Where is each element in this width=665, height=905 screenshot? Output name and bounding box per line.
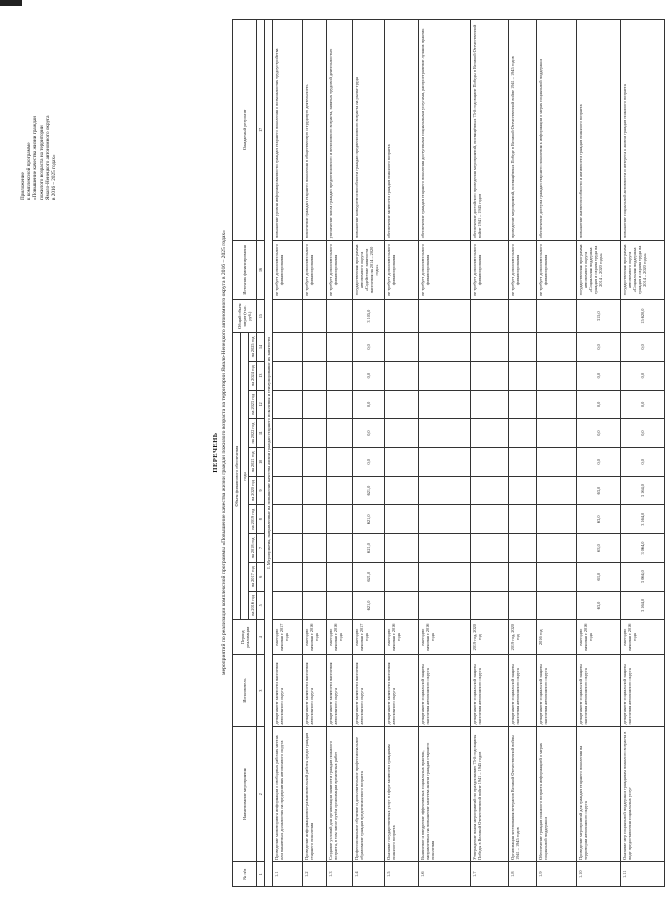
- header-cell: годы: [241, 333, 249, 620]
- executor: департамент занятости населения автономного округа: [353, 655, 385, 727]
- funding-source: не требует дополнительного финансирования: [419, 240, 471, 300]
- row-number: 1.2: [303, 862, 327, 887]
- year-header: на 2023 год: [249, 390, 257, 419]
- year-value: [471, 562, 509, 591]
- year-value: [327, 361, 353, 390]
- year-value: 0,0: [577, 333, 621, 362]
- year-value: [303, 419, 327, 448]
- year-value: [385, 505, 419, 534]
- funding-source: государственная программа автономного округа «Социальная поддержка граждан и охрана труда на 2014 – 2020 годы»: [621, 240, 665, 300]
- year-value: 63,0: [577, 476, 621, 505]
- executor: департамент социальной защиты населения автономного округа: [577, 655, 621, 727]
- total-value: [509, 300, 537, 333]
- year-value: [273, 562, 303, 591]
- year-value: [273, 333, 303, 362]
- total-value: [419, 300, 471, 333]
- year-header: на 2019 год: [249, 505, 257, 534]
- year-value: 621,0: [353, 591, 385, 620]
- measure-name: Проведение информационно-разъяснительной работы среди граждан старшего поколения: [303, 726, 327, 861]
- column-number: 17: [257, 20, 265, 241]
- column-number: 10: [257, 447, 265, 476]
- section-title: I. Мероприятия, направленные на повышение качества жизни граждан старшего поколения и стимулирование их занятости: [265, 20, 273, 887]
- period: 2016 год: [537, 620, 577, 655]
- funding-source: не требует дополнительного финансирования: [537, 240, 577, 300]
- year-value: [471, 419, 509, 448]
- expected-result: повышение уровня информированности граждан старшего поколения о возможностях трудоустройства: [273, 20, 303, 241]
- header-cell: Источник финансирования: [233, 240, 257, 300]
- total-value: [385, 300, 419, 333]
- year-value: 3 164,0: [621, 505, 665, 534]
- column-number: 13: [257, 361, 265, 390]
- year-value: [303, 333, 327, 362]
- column-number: 11: [257, 419, 265, 448]
- expected-result: вовлечение граждан старшего поколения в общественную и трудовую деятельность: [303, 20, 327, 241]
- year-value: [471, 476, 509, 505]
- year-value: 0,0: [353, 361, 385, 390]
- year-value: [327, 562, 353, 591]
- year-value: [537, 505, 577, 534]
- period: 2019 год, 2020 год: [471, 620, 509, 655]
- column-number: 1: [257, 862, 265, 887]
- period: ежегодно начиная с 2017 года: [273, 620, 303, 655]
- year-value: [327, 591, 353, 620]
- table-row: [303, 20, 327, 887]
- year-value: 0,0: [621, 419, 665, 448]
- column-number: 9: [257, 476, 265, 505]
- year-value: 63,0: [577, 562, 621, 591]
- executor: департамент занятости населения автономного округа: [385, 655, 419, 727]
- total-value: [303, 300, 327, 333]
- year-value: 0,0: [621, 333, 665, 362]
- year-value: 0,0: [621, 390, 665, 419]
- year-value: [327, 390, 353, 419]
- column-number: 14: [257, 333, 265, 362]
- year-value: [419, 505, 471, 534]
- row-number: 1.3: [327, 862, 353, 887]
- year-value: 3 064,0: [621, 534, 665, 563]
- measure-name: Оказание государственных услуг в сфере занятости гражданам пожилого возраста: [385, 726, 419, 861]
- year-value: [327, 333, 353, 362]
- year-value: [537, 534, 577, 563]
- year-value: 0,0: [353, 419, 385, 448]
- column-number: 12: [257, 390, 265, 419]
- measure-name: Создание условий для организации занятости граждан пожилого возраста, в том числе путём организации временных работ: [327, 726, 353, 861]
- measure-name: Организация чествования ветеранов Великой Отечественной войны 1941 – 1945 годов: [509, 726, 537, 861]
- year-value: [327, 505, 353, 534]
- year-value: [509, 361, 537, 390]
- year-value: [273, 390, 303, 419]
- year-value: [509, 534, 537, 563]
- year-value: [385, 419, 419, 448]
- year-value: [509, 390, 537, 419]
- year-value: [419, 333, 471, 362]
- measures-table: [232, 19, 665, 887]
- year-value: [273, 534, 303, 563]
- year-value: 3 164,0: [621, 591, 665, 620]
- year-value: 621,0: [353, 476, 385, 505]
- row-number: 1.9: [537, 862, 577, 887]
- year-value: [471, 447, 509, 476]
- funding-source: государственная программа автономного округа «Социальная поддержка граждан и охрана труда на 2014 – 2020 годы»: [577, 240, 621, 300]
- year-value: [509, 447, 537, 476]
- expected-result: обеспечение достойного проведения мероприятий, посвящённых 75-й годовщине Победы в Великой Отечественной войне 1941 – 1945 годов: [471, 20, 509, 241]
- measure-name: Выявление и внедрение эффективных социальных практик, направленных на повышение качества жизни граждан старшего поколения: [419, 726, 471, 861]
- period: ежегодно начиная с 2016 года: [577, 620, 621, 655]
- year-value: 621,0: [353, 534, 385, 563]
- executor: департамент занятости населения автономного округа: [273, 655, 303, 727]
- year-value: 0,0: [577, 447, 621, 476]
- year-value: 0,0: [577, 390, 621, 419]
- header-cell: Период реализации: [233, 620, 257, 655]
- total-value: [537, 300, 577, 333]
- year-value: [385, 562, 419, 591]
- year-header: на 2018 год: [249, 534, 257, 563]
- measure-name: Обеспечение граждан пожилого возраста информацией о мерах социальной поддержки: [537, 726, 577, 861]
- header-cell: Общий объем затрат (тыс. руб.): [233, 300, 257, 333]
- row-number: 1.11: [621, 862, 665, 887]
- year-value: [471, 534, 509, 563]
- table-row: [471, 20, 509, 887]
- header-cell: № п/п: [233, 862, 257, 887]
- year-value: 63,0: [577, 505, 621, 534]
- year-value: [419, 390, 471, 419]
- year-value: 0,0: [577, 361, 621, 390]
- year-value: 3 064,0: [621, 562, 665, 591]
- expected-result: обеспечение граждан старшего поколения доступными социальными услугами, распространение лучших практик: [419, 20, 471, 241]
- year-value: [327, 447, 353, 476]
- row-number: 1.1: [273, 862, 303, 887]
- period: ежегодно начиная с 2016 года: [621, 620, 665, 655]
- year-value: [537, 419, 577, 448]
- year-value: [471, 361, 509, 390]
- year-header: на 2017 год: [249, 562, 257, 591]
- year-value: [419, 562, 471, 591]
- expected-result: повышение социальной активности и интереса к жизни граждан пожилого возраста: [621, 20, 665, 241]
- table-row: [577, 20, 621, 887]
- period: ежегодно начиная с 2016 года: [327, 620, 353, 655]
- year-value: [303, 361, 327, 390]
- executor: департамент социальной защиты населения автономного округа: [621, 655, 665, 727]
- year-value: [509, 476, 537, 505]
- period: ежегодно начиная с 2016 года: [385, 620, 419, 655]
- year-value: [273, 591, 303, 620]
- year-value: [419, 591, 471, 620]
- approval-block: [20, 20, 57, 200]
- total-value: 315,0: [577, 300, 621, 333]
- funding-source: не требует дополнительного финансирования: [303, 240, 327, 300]
- approval-line: Ямало-Ненецкого автономного округа: [44, 115, 51, 200]
- year-value: [385, 534, 419, 563]
- table-row: [419, 20, 471, 887]
- table-row: [385, 20, 419, 887]
- column-number: 4: [257, 620, 265, 655]
- period: 2019 год, 2020 год: [509, 620, 537, 655]
- funding-source: не требует дополнительного финансирования: [327, 240, 353, 300]
- year-value: 0,0: [577, 419, 621, 448]
- year-value: [537, 591, 577, 620]
- column-number: 6: [257, 562, 265, 591]
- expected-result: увеличение числа граждан предпенсионного и пенсионного возраста, занятых трудовой деятельностью: [327, 20, 353, 241]
- year-value: [537, 361, 577, 390]
- column-number: 16: [257, 240, 265, 300]
- executor: департамент занятости населения автономного округа: [327, 655, 353, 727]
- year-header: на 2016 год: [249, 591, 257, 620]
- year-value: [303, 390, 327, 419]
- year-value: [537, 447, 577, 476]
- period: ежегодно начиная с 2016 года: [303, 620, 327, 655]
- section-row: [265, 20, 273, 887]
- year-header: на 2025 год: [249, 333, 257, 362]
- year-header: на 2024 год: [249, 361, 257, 390]
- year-value: 621,0: [353, 562, 385, 591]
- row-number: 1.4: [353, 862, 385, 887]
- row-number: 1.6: [419, 862, 471, 887]
- executor: департамент социальной защиты населения автономного округа: [419, 655, 471, 727]
- year-value: [385, 361, 419, 390]
- year-value: [537, 476, 577, 505]
- year-value: [471, 390, 509, 419]
- measure-name: Утверждение плана мероприятий по празднованию 75-й годовщины Победы в Великой Отечественной войне 1941 – 1945 годов: [471, 726, 509, 861]
- executor: департамент социальной защиты населения автономного округа: [537, 655, 577, 727]
- table-row: [537, 20, 577, 887]
- row-number: 1.7: [471, 862, 509, 887]
- year-value: [385, 447, 419, 476]
- table-row: [509, 20, 537, 887]
- year-value: [509, 562, 537, 591]
- year-value: 0,0: [353, 447, 385, 476]
- approval-line: к комплексной программе: [26, 142, 33, 200]
- document-subtitle: мероприятий по реализации комплексной программы «Повышение качества жизни граждан пожилого возраста на территории Ямало-Ненецкого автономного округа в 2016 – 2025 годах»: [221, 230, 227, 675]
- year-value: [327, 476, 353, 505]
- header-cell: Ожидаемый результат: [233, 20, 257, 241]
- year-value: 63,0: [577, 591, 621, 620]
- year-value: [419, 419, 471, 448]
- expected-result: повышение конкурентоспособности граждан предпенсионного возраста на рынке труда: [353, 20, 385, 241]
- year-value: [419, 447, 471, 476]
- approval-line: «Повышение качества жизни граждан: [32, 115, 39, 200]
- year-value: [273, 476, 303, 505]
- table-row: [327, 20, 353, 887]
- total-value: 15 620,0: [621, 300, 665, 333]
- measure-name: Профессиональное обучение и дополнительное профессиональное образование граждан предпенсионного возраста: [353, 726, 385, 861]
- total-value: [327, 300, 353, 333]
- column-number: 15: [257, 300, 265, 333]
- year-value: 0,0: [621, 361, 665, 390]
- year-value: [303, 591, 327, 620]
- measure-name: Оказание мер социальной поддержки гражданам пожилого возраста в виде предоставления социальных услуг: [621, 726, 665, 861]
- column-number-row: [257, 20, 265, 887]
- measure-name: Проведение мониторинга информации о свободных рабочих местах или вакантных должностях на предприятиях автономного округа: [273, 726, 303, 861]
- year-value: [509, 505, 537, 534]
- funding-source: не требует дополнительного финансирования: [273, 240, 303, 300]
- expected-result: обеспечение занятости граждан пожилого возраста: [385, 20, 419, 241]
- total-value: [273, 300, 303, 333]
- period: ежегодно начиная с 2016 года: [419, 620, 471, 655]
- period: ежегодно начиная с 2017 года: [353, 620, 385, 655]
- year-value: [537, 333, 577, 362]
- year-value: 0,0: [353, 390, 385, 419]
- year-value: [273, 505, 303, 534]
- expected-result: проведение мероприятий, посвящённых Победе в Великой Отечественной войне 1941 – 1945 годов: [509, 20, 537, 241]
- year-value: [509, 591, 537, 620]
- year-value: [471, 505, 509, 534]
- year-value: [471, 333, 509, 362]
- year-value: [385, 476, 419, 505]
- year-header: на 2022 год: [249, 419, 257, 448]
- year-value: [385, 591, 419, 620]
- year-header: на 2021 год: [249, 447, 257, 476]
- executor: департамент социальной защиты населения автономного округа: [471, 655, 509, 727]
- year-value: [509, 419, 537, 448]
- expected-result: повышение жизнеспособности и активности граждан пожилого возраста: [577, 20, 621, 241]
- funding-source: не требует дополнительного финансирования: [509, 240, 537, 300]
- year-value: [273, 419, 303, 448]
- year-value: [537, 390, 577, 419]
- approval-line: в 2016 – 2025 годах»: [51, 154, 58, 200]
- year-value: [303, 476, 327, 505]
- year-value: 3 164,0: [621, 476, 665, 505]
- year-value: [327, 534, 353, 563]
- column-number: 3: [257, 655, 265, 727]
- year-header: на 2020 год: [249, 476, 257, 505]
- row-number: 1.8: [509, 862, 537, 887]
- year-value: [419, 361, 471, 390]
- year-value: 621,0: [353, 505, 385, 534]
- column-number: 2: [257, 726, 265, 861]
- year-value: 0,0: [621, 447, 665, 476]
- column-number: 5: [257, 591, 265, 620]
- executor: департамент социальной защиты населения автономного округа: [509, 655, 537, 727]
- column-number: 8: [257, 505, 265, 534]
- table-row: [273, 20, 303, 887]
- year-value: [385, 390, 419, 419]
- approval-line: Приложение: [20, 172, 26, 200]
- header-cell: Объем финансового обеспечения: [233, 333, 241, 620]
- row-number: 1.5: [385, 862, 419, 887]
- year-value: [303, 534, 327, 563]
- table-row: [353, 20, 385, 887]
- year-value: [303, 505, 327, 534]
- year-value: [327, 419, 353, 448]
- header-cell: Наименование мероприятия: [233, 726, 257, 861]
- header-row-1: [233, 20, 241, 887]
- funding-source: не требует дополнительного финансирования: [471, 240, 509, 300]
- expected-result: обеспечение доступа граждан старшего поколения к информации о мерах социальной поддержки: [537, 20, 577, 241]
- year-value: [273, 361, 303, 390]
- approval-line: пожилого возраста на территории: [38, 125, 45, 200]
- total-value: 3 105,0: [353, 300, 385, 333]
- year-value: 63,0: [577, 534, 621, 563]
- year-value: [303, 447, 327, 476]
- row-number: 1.10: [577, 862, 621, 887]
- year-value: [419, 534, 471, 563]
- header-cell: Исполнитель: [233, 655, 257, 727]
- funding-source: не требует дополнительного финансирования: [385, 240, 419, 300]
- year-value: [419, 476, 471, 505]
- document-title: ПЕРЕЧЕНЬ: [212, 432, 219, 473]
- year-value: 0,0: [353, 333, 385, 362]
- total-value: [471, 300, 509, 333]
- year-value: [273, 447, 303, 476]
- year-value: [303, 562, 327, 591]
- year-value: [509, 333, 537, 362]
- table-row: [621, 20, 665, 887]
- year-value: [537, 562, 577, 591]
- executor: департамент занятости населения автономного округа: [303, 655, 327, 727]
- measure-name: Проведение мероприятий для граждан старшего поколения на территории автономного округа: [577, 726, 621, 861]
- year-value: [385, 333, 419, 362]
- column-number: 7: [257, 534, 265, 563]
- year-value: [471, 591, 509, 620]
- funding-source: государственная программа автономного округа «Содействие занятости населения на 2014 – 2020 годы»: [353, 240, 385, 300]
